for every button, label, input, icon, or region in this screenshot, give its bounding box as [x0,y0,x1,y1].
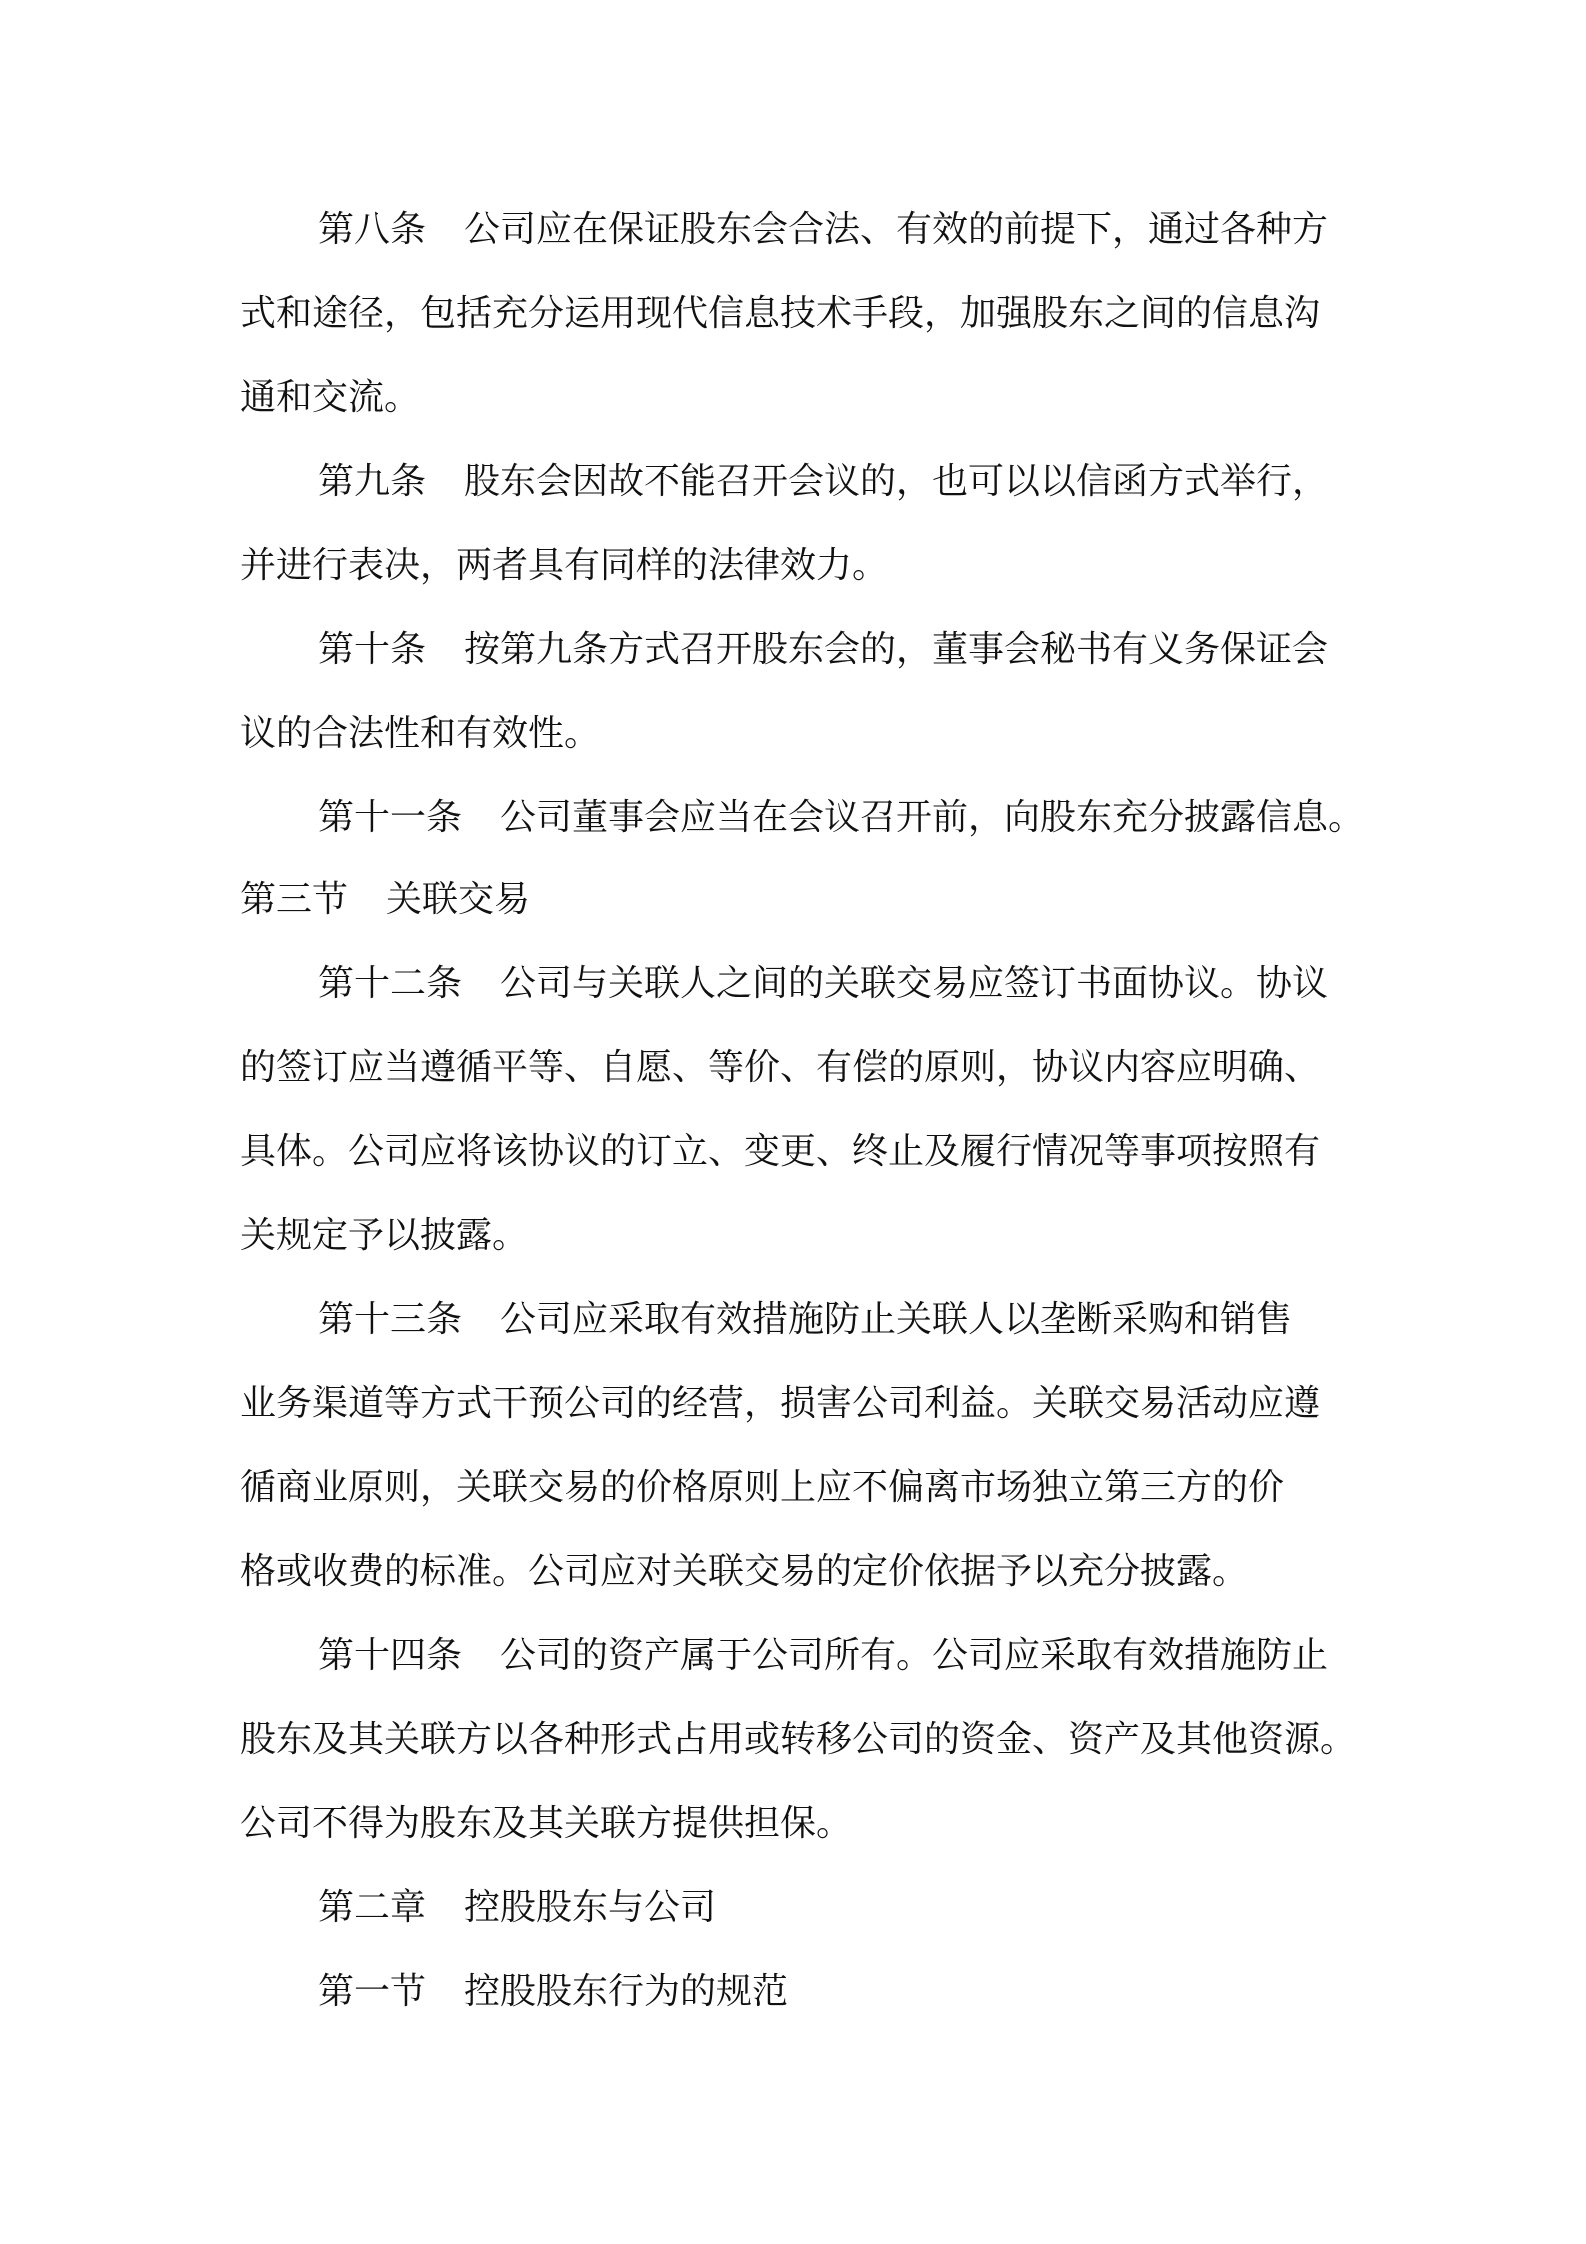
article-13-line-4: 格或收费的标准。公司应对关联交易的定价依据予以充分披露。 [240,1551,1249,1592]
article-label: 第十二条 [318,963,463,1004]
chapter-title: 控股股东与公司 [464,1887,717,1928]
article-12-line-3: 具体。公司应将该协议的订立、变更、终止及履行情况等事项按照有 [240,1131,1321,1172]
article-9-line-2: 并进行表决，两者具有同样的法律效力。 [240,545,889,586]
section-title: 关联交易 [386,879,531,920]
article-13-line-2: 业务渠道等方式干预公司的经营，损害公司利益。关联交易活动应遵 [240,1383,1321,1424]
article-text: 公司董事会应当在会议召开前，向股东充分披露信息。 [500,797,1365,838]
article-12-line-4: 关规定予以披露。 [240,1215,529,1256]
article-label: 第十一条 [318,797,463,838]
article-label: 第九条 [318,461,427,502]
article-label: 第十三条 [318,1299,463,1340]
article-8-line-1 [318,206,1328,254]
article-8-line-2: 式和途径，包括充分运用现代信息技术手段，加强股东之间的信息沟 [240,293,1321,334]
chapter-2-heading [318,1884,716,1932]
article-14-line-1 [318,1632,1328,1680]
article-8-line-3: 通和交流。 [240,377,421,418]
section-label: 第一节 [318,1971,427,2012]
chapter-label: 第二章 [318,1887,427,1928]
section-title: 控股股东行为的规范 [464,1971,789,2012]
section-3-heading [240,876,530,924]
article-text: 公司的资产属于公司所有。公司应采取有效措施防止 [500,1635,1329,1676]
article-11-line-1 [318,794,1364,842]
article-13-line-1 [318,1296,1292,1344]
article-12-line-1 [318,960,1328,1008]
article-text: 公司应在保证股东会合法、有效的前提下，通过各种方 [464,209,1329,250]
article-10-line-1 [318,626,1328,674]
article-13-line-3: 循商业原则，关联交易的价格原则上应不偏离市场独立第三方的价 [240,1467,1285,1508]
article-text: 股东会因故不能召开会议的，也可以以信函方式举行， [464,461,1329,502]
section-1-heading [318,1968,788,2016]
section-label: 第三节 [240,879,349,920]
article-10-line-2: 议的合法性和有效性。 [240,713,601,754]
article-12-line-2: 的签订应当遵循平等、自愿、等价、有偿的原则，协议内容应明确、 [240,1047,1321,1088]
article-label: 第十四条 [318,1635,463,1676]
article-label: 第十条 [318,629,427,670]
article-text: 公司应采取有效措施防止关联人以垄断采购和销售 [500,1299,1293,1340]
article-text: 公司与关联人之间的关联交易应签订书面协议。协议 [500,963,1329,1004]
article-9-line-1 [318,458,1328,506]
article-14-line-3: 公司不得为股东及其关联方提供担保。 [240,1803,853,1844]
article-14-line-2: 股东及其关联方以各种形式占用或转移公司的资金、资产及其他资源。 [240,1719,1357,1760]
article-label: 第八条 [318,209,427,250]
article-text: 按第九条方式召开股东会的，董事会秘书有义务保证会 [464,629,1329,670]
